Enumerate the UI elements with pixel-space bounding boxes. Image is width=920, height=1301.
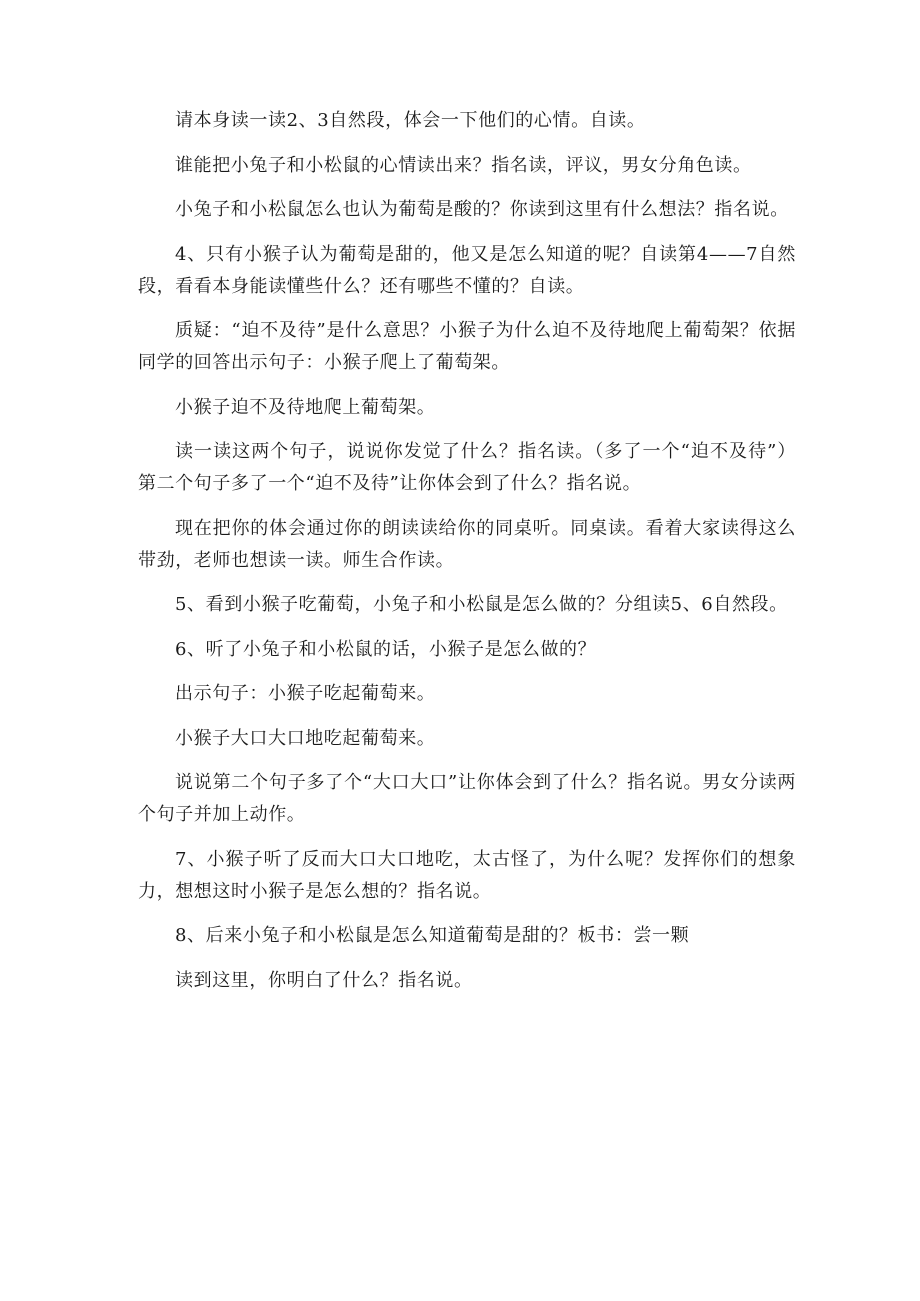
paragraph-3: 小兔子和小松鼠怎么也认为葡萄是酸的？你读到这里有什么想法？指名说。 (175, 199, 789, 220)
paragraph-11: 出示句子：小猴子吃起葡萄来。 (175, 683, 436, 704)
paragraph-7: 读一读这两个句子，说说你发觉了什么？指名读。（多了一个“迫不及待”）第二个句子多了一个“迫不及待”让你体会到了什么？指名说。 (138, 441, 796, 494)
paragraph-12: 小猴子大口大口地吃起葡萄来。 (175, 727, 436, 749)
paragraph-2: 谁能把小兔子和小松鼠的心情读出来？指名读，评议，男女分角色读。 (175, 154, 752, 176)
paragraph-10: 6、听了小兔子和小松鼠的话，小猴子是怎么做的？ (175, 638, 597, 660)
paragraph-1: 请本身读一读2、3自然段，体会一下他们的心情。自读。 (175, 110, 646, 131)
paragraph-4: 4、只有小猴子认为葡萄是甜的，他又是怎么知道的呢？自读第4——7自然段，看看本身能读懂些什么？还有哪些不懂的？自读。 (138, 243, 796, 297)
paragraph-14: 7、小猴子听了反而大口大口地吃，太古怪了，为什么呢？发挥你们的想象力，想想这时小猴子是怎么想的？指名说。 (138, 848, 796, 902)
paragraph-6: 小猴子迫不及待地爬上葡萄架。 (175, 396, 436, 418)
paragraph-9: 5、看到小猴子吃葡萄，小兔子和小松鼠是怎么做的？分组读5、6自然段。 (175, 594, 788, 615)
paragraph-15: 8、后来小兔子和小松鼠是怎么知道葡萄是甜的？板书：尝一颗 (175, 925, 690, 946)
paragraph-13: 说说第二个句子多了个“大口大口”让你体会到了什么？指名说。男女分读两个句子并加上动作。 (138, 772, 796, 825)
document-body (138, 105, 796, 1009)
paragraph-8: 现在把你的体会通过你的朗读读给你的同桌听。同桌读。看着大家读得这么带劲，老师也想读一读。师生合作读。 (138, 517, 796, 571)
paragraph-5: 质疑：“迫不及待”是什么意思？小猴子为什么迫不及待地爬上葡萄架？依据同学的回答出示句子：小猴子爬上了葡萄架。 (138, 320, 796, 373)
paragraph-16: 读到这里，你明白了什么？指名说。 (175, 969, 473, 991)
